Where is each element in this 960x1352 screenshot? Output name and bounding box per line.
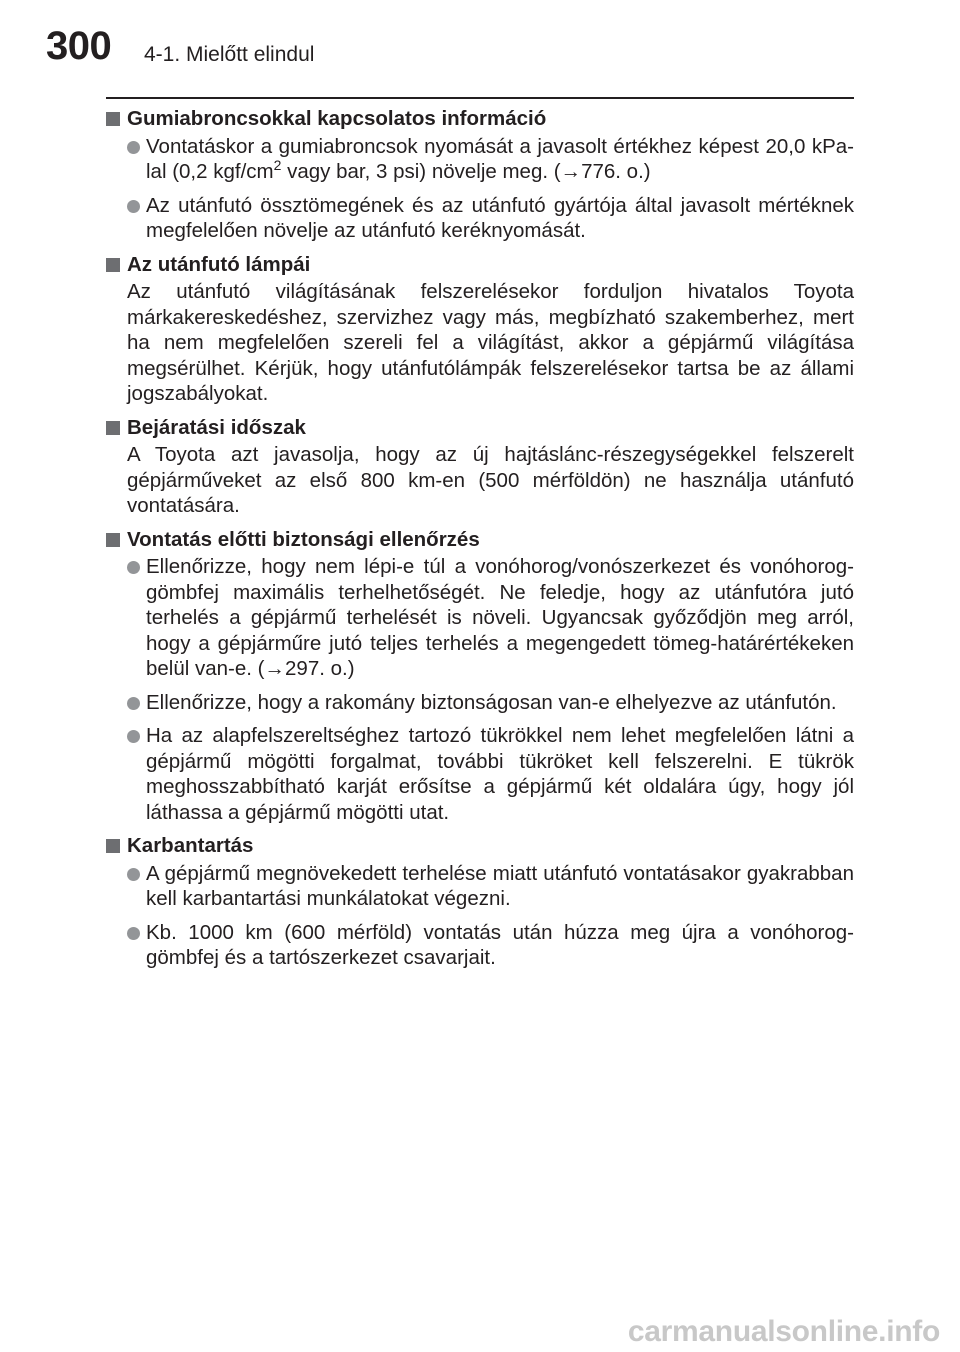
section-heading xyxy=(106,415,854,441)
bullet-item xyxy=(127,134,854,185)
section-heading-text: Karbantartás xyxy=(127,834,254,857)
section-tire-info xyxy=(106,106,854,244)
arrow-icon: → xyxy=(264,657,286,680)
top-rule xyxy=(106,97,854,99)
chapter-title: 4-1. Mielőtt elindul xyxy=(144,43,315,66)
round-bullet-icon xyxy=(127,927,140,940)
bullet-text: Kb. 1000 km (600 mérföld) vontatás után húzza meg újra a vonóhorog-gömbfej és a tartószerkezet csavarjait. xyxy=(146,920,854,969)
section-safety-check xyxy=(106,527,854,826)
bullet-text-part: vagy bar, 3 psi) növelje meg. ( xyxy=(281,160,561,183)
bullet-text: Az utánfutó össztömegének és az utánfutó gyártója által javasolt mértéknek megfelelően növelje az utánfutó keréknyomását. xyxy=(146,193,854,242)
bullet-text-part: Vontatáskor a gumiabroncsok nyomását a javasolt értékhez képest 20,0 kPa-lal (0,2 kgf/cm xyxy=(146,134,854,183)
arrow-icon: → xyxy=(560,160,582,183)
section-break-in xyxy=(106,415,854,519)
square-bullet-icon xyxy=(106,421,120,435)
bullet-text: Ha az alapfelszereltséghez tartozó tükrökkel nem lehet megfelelően látni a gépjármű mögötti forgalmat, további tükröket kell felszerelni. E tükrök meghosszabbítható karját erősítse a gépjármű két oldalára úgy, hogy jól láthassa a gépjármű mögötti utat. xyxy=(146,724,854,824)
section-paragraph: Az utánfutó világításának felszerelésekor forduljon hivatalos Toyota márkakereskedéshez, szervizhez vagy más, megbízható szakemberhez, mert ha nem megfelelően szereli fel a világítást, akkor a gépjármű világítása megsérülhet. Kérjük, hogy utánfutólámpák felszerelésekor tartsa be az állami jogszabályokat. xyxy=(127,280,854,405)
round-bullet-icon xyxy=(127,697,140,710)
bullet-item xyxy=(127,861,854,912)
section-heading-text: Az utánfutó lámpái xyxy=(127,252,311,276)
section-heading-text: Gumiabroncsokkal kapcsolatos információ xyxy=(127,107,547,130)
round-bullet-icon xyxy=(127,868,140,881)
watermark: carmanualsonline.info xyxy=(627,1315,940,1348)
round-bullet-icon xyxy=(127,561,140,574)
section-heading xyxy=(106,106,854,132)
section-maintenance xyxy=(106,833,854,971)
page-reference-link[interactable]: 776. o.) xyxy=(581,160,651,183)
section-heading xyxy=(106,252,854,278)
section-heading-text: Bejáratási időszak xyxy=(127,415,306,439)
round-bullet-icon xyxy=(127,141,140,154)
bullet-item xyxy=(127,554,854,682)
section-paragraph: A Toyota azt javasolja, hogy az új hajtáslánc-részegységekkel felszerelt gépjárműveket az első 800 km-en (500 mérföldön) ne használja utánfutó vontatására. xyxy=(127,443,854,517)
page-content xyxy=(106,106,854,979)
section-heading xyxy=(106,527,854,553)
square-bullet-icon xyxy=(106,839,120,853)
bullet-text-part: Ellenőrizze, hogy nem lépi-e túl a vonóhorog/vonószerkezet és vonóhorog-gömbfej maximális terhelhetőségét. Ne feledje, hogy az utánfutóra jutó terhelés a gépjármű terhelését is növeli. Ugyancsak győződjön meg arról, hogy a gépjárműre jutó teljes terhelés a megengedett tömeg-határértékeken belül van-e. ( xyxy=(146,555,854,680)
page-reference-link[interactable]: 297. o.) xyxy=(285,657,355,680)
bullet-text xyxy=(146,134,854,185)
superscript: 2 xyxy=(273,157,282,174)
section-heading xyxy=(106,833,854,859)
section-trailer-lights xyxy=(106,252,854,407)
bullet-text: A gépjármű megnövekedett terhelése miatt utánfutó vontatásakor gyakrabban kell karbantartási munkálatokat végezni. xyxy=(146,861,854,910)
bullet-item xyxy=(127,193,854,244)
round-bullet-icon xyxy=(127,200,140,213)
bullet-item xyxy=(127,920,854,971)
bullet-item xyxy=(127,690,854,716)
bullet-item xyxy=(127,723,854,825)
bullet-text xyxy=(146,554,854,682)
page-number: 300 xyxy=(46,24,112,68)
square-bullet-icon xyxy=(106,112,120,126)
section-heading-text: Vontatás előtti biztonsági ellenőrzés xyxy=(127,527,480,551)
square-bullet-icon xyxy=(106,258,120,272)
square-bullet-icon xyxy=(106,533,120,547)
round-bullet-icon xyxy=(127,730,140,743)
bullet-text: Ellenőrizze, hogy a rakomány biztonságosan van-e elhelyezve az utánfutón. xyxy=(146,690,837,714)
